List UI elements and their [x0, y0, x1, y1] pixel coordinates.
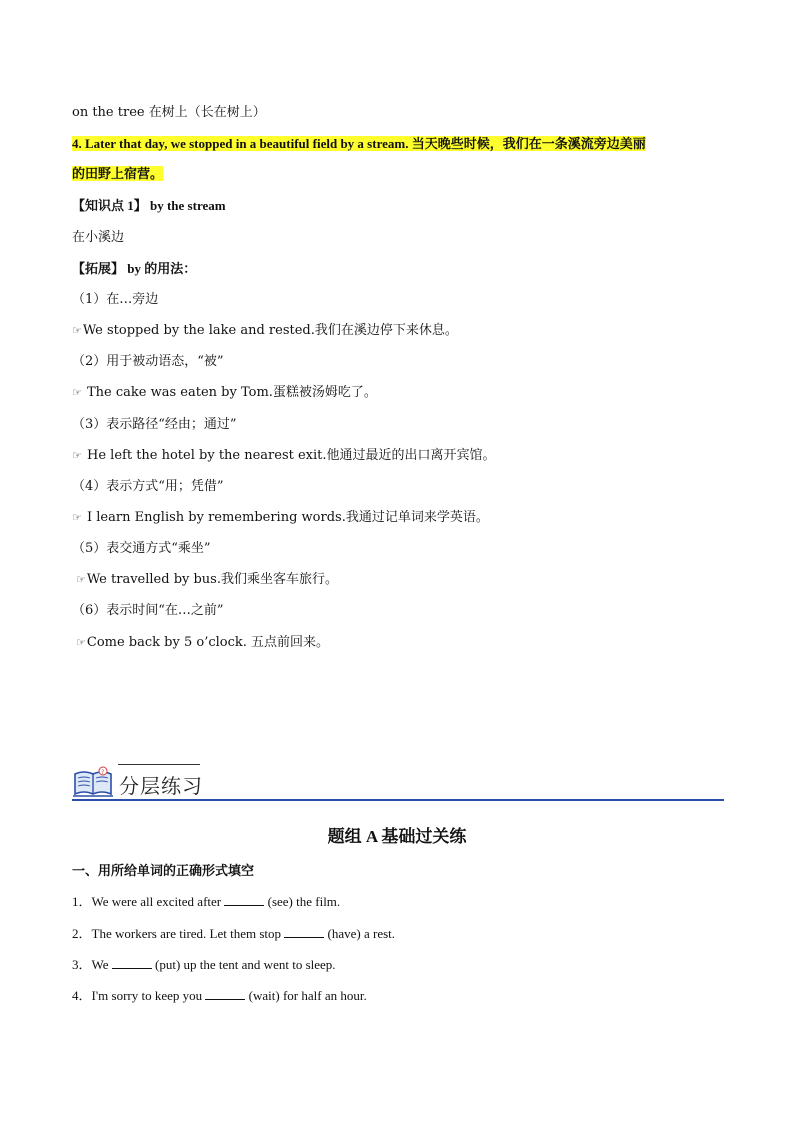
svg-text:?: ? — [101, 769, 105, 776]
usage-3: （3）表示路径“经由；通过” — [72, 417, 237, 432]
answer-blank[interactable] — [284, 926, 324, 938]
question-4 — [72, 987, 367, 1005]
knowledge-point-meaning: 在小溪边 — [72, 230, 125, 245]
extension-heading: 【拓展】 by 的用法： — [72, 261, 197, 276]
pointing-hand-icon: ☞ — [72, 324, 82, 337]
question-number: 1． — [72, 894, 92, 909]
usage-2: （2）用于被动语态，“被” — [72, 354, 224, 369]
example-text: Come back by 5 o’clock. 五点前回来。 — [86, 635, 330, 650]
example-text: He left the hotel by the nearest exit.他通过最近的出口离开宾馆。 — [82, 448, 496, 463]
example-text: We travelled by bus.我们乘坐客车旅行。 — [86, 572, 338, 587]
example-text: I learn English by remembering words.我通过记单词来学英语。 — [82, 510, 489, 525]
usage-6: （6）表示时间“在…之前” — [72, 603, 224, 618]
question-text: (have) a rest. — [324, 926, 396, 941]
question-text: I'm sorry to keep you — [91, 988, 206, 1003]
example-1 — [72, 322, 458, 340]
question-text: (put) up the tent and went to sleep. — [151, 957, 336, 972]
question-number: 3． — [72, 957, 92, 972]
answer-blank[interactable] — [224, 894, 264, 906]
example-6 — [76, 634, 329, 652]
pointing-hand-icon: ☞ — [76, 636, 86, 649]
example-5 — [76, 571, 338, 589]
open-book-icon — [72, 766, 114, 798]
highlighted-text: 4. Later that day, we stopped in a beautiful field by a stream. 当天晚些时候，我们在一条溪流旁边美丽 — [72, 136, 646, 151]
usage-4: （4）表示方式“用；凭借” — [72, 479, 224, 494]
question-text: (see) the film. — [264, 894, 341, 909]
example-text: We stopped by the lake and rested.我们在溪边停下来休息。 — [82, 323, 458, 338]
section-title: 分层练习 — [119, 774, 203, 798]
header-top-rule — [118, 764, 200, 765]
example-2 — [72, 384, 377, 402]
line-on-the-tree: on the tree 在树上（长在树上） — [72, 105, 266, 120]
pointing-hand-icon: ☞ — [72, 449, 82, 462]
question-text: The workers are tired. Let them stop — [91, 926, 285, 941]
question-2 — [72, 925, 395, 943]
question-number: 4． — [72, 988, 92, 1003]
exercise-subheading: 一、用所给单词的正确形式填空 — [72, 863, 255, 878]
usage-1: （1）在…旁边 — [72, 292, 159, 307]
highlighted-text: 的田野上宿营。 — [72, 166, 164, 181]
question-1 — [72, 893, 340, 911]
sentence-4-line1 — [72, 135, 646, 153]
section-header — [72, 760, 724, 804]
header-divider — [72, 799, 724, 801]
group-title: 题组 A 基础过关练 — [327, 827, 467, 846]
usage-5: （5）表交通方式“乘坐” — [72, 541, 211, 556]
example-3 — [72, 447, 496, 465]
question-number: 2． — [72, 926, 92, 941]
question-3 — [72, 956, 336, 974]
question-text: (wait) for half an hour. — [245, 988, 367, 1003]
knowledge-point-heading: 【知识点 1】 by the stream — [72, 198, 226, 213]
pointing-hand-icon: ☞ — [72, 386, 82, 399]
pointing-hand-icon: ☞ — [76, 573, 86, 586]
question-text: We — [91, 957, 112, 972]
question-text: We were all excited after — [91, 894, 225, 909]
example-4 — [72, 509, 489, 527]
example-text: The cake was eaten by Tom.蛋糕被汤姆吃了。 — [82, 385, 377, 400]
answer-blank[interactable] — [205, 988, 245, 1000]
pointing-hand-icon: ☞ — [72, 511, 82, 524]
answer-blank[interactable] — [112, 957, 152, 969]
sentence-4-line2 — [72, 165, 163, 183]
